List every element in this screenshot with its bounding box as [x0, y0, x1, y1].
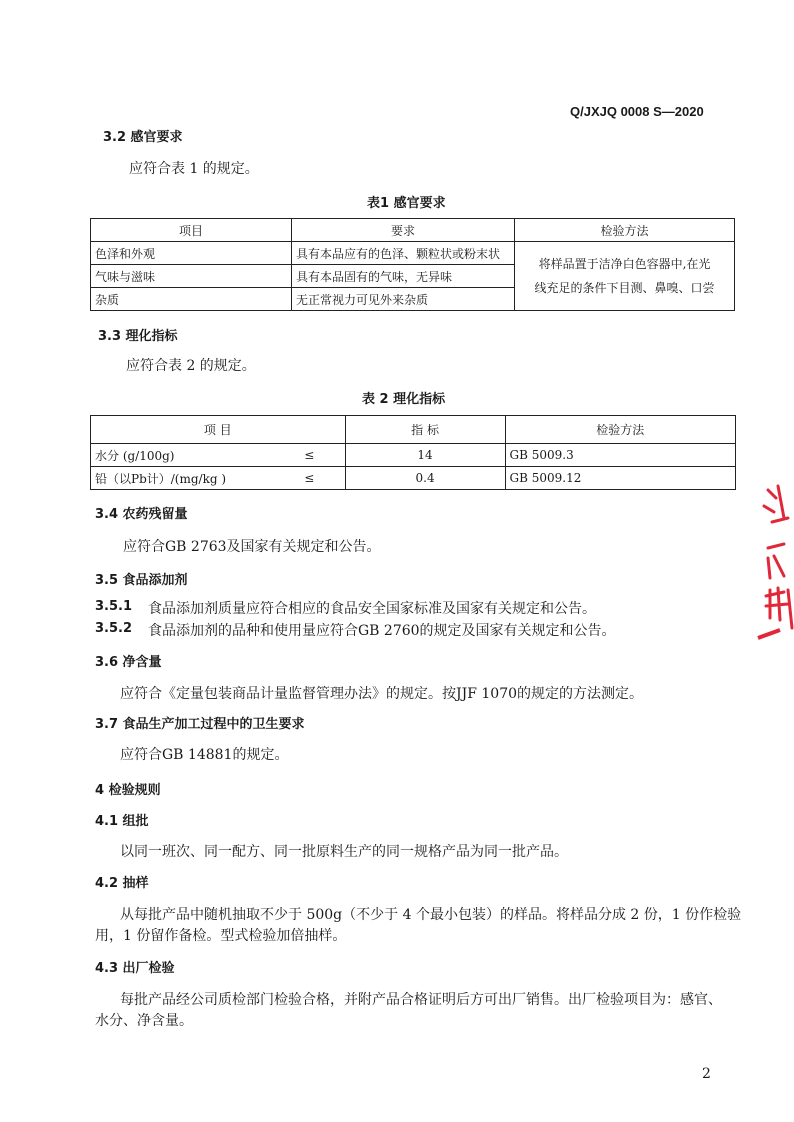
table1-cell-item: 杂质	[91, 288, 292, 311]
section-4-3-heading: 4.3 出厂检验	[95, 961, 175, 976]
section-4-3-text-line2: 水分、净含量。	[95, 1013, 193, 1029]
table-row	[91, 444, 736, 467]
table2-header-row	[91, 416, 736, 444]
table2-cell-method: GB 5009.12	[505, 467, 735, 490]
section-4-2-text-line1: 从每批产品中随机抽取不少于 500g（不少于 4 个最小包装）的样品。将样品分成 2 份，1 份作检验	[120, 907, 742, 923]
section-3-2-text: 应符合表 1 的规定。	[129, 161, 259, 177]
section-3-7-text: 应符合GB 14881的规定。	[120, 747, 289, 763]
table-row	[91, 467, 736, 490]
section-3-4-text: 应符合GB 2763及国家有关规定和公告。	[123, 539, 381, 555]
section-3-2-heading: 3.2 感官要求	[103, 130, 183, 145]
seal-stamp-fragment	[754, 478, 794, 648]
section-3-5-2-number: 3.5.2	[95, 621, 133, 636]
table1-header-item: 项目	[91, 219, 292, 242]
page-number: 2	[702, 1066, 711, 1082]
table2-caption: 表 2 理化指标	[362, 392, 446, 407]
section-3-5-1-text: 食品添加剂质量应符合相应的食品安全国家标准及国家有关规定和公告。	[148, 601, 596, 617]
table1-cell-item: 色泽和外观	[91, 242, 292, 265]
section-3-3-text: 应符合表 2 的规定。	[126, 358, 256, 374]
table2-cell-item: 水分 (g/100g)	[91, 444, 301, 467]
section-3-5-1-number: 3.5.1	[95, 599, 133, 614]
table2	[90, 415, 736, 490]
table1-header-row	[91, 219, 735, 242]
table2-cell-op: ≤	[300, 444, 345, 467]
table2-cell-item: 铅（以Pb计）/(mg/kg )	[91, 467, 301, 490]
section-4-1-text: 以同一班次、同一配方、同一批原料生产的同一规格产品为同一批产品。	[120, 844, 568, 860]
table2-cell-value: 14	[345, 444, 505, 467]
section-4-3-text-line1: 每批产品经公司质检部门检验合格，并附产品合格证明后方可出厂销售。出厂检验项目为：感官、	[120, 992, 722, 1008]
table-row	[91, 242, 735, 265]
document-code: Q/JXJQ 0008 S—2020	[570, 104, 704, 119]
section-4-heading: 4 检验规则	[95, 783, 161, 798]
table2-header-method: 检验方法	[505, 416, 735, 444]
table1-cell-requirement: 具有本品固有的气味，无异味	[292, 265, 515, 288]
table1	[90, 218, 735, 311]
table1-method-line1: 将样品置于洁净白色容器中,在光	[538, 257, 711, 271]
section-4-1-heading: 4.1 组批	[95, 814, 149, 829]
table1-cell-requirement: 具有本品应有的色泽、颗粒状或粉末状	[292, 242, 515, 265]
table2-cell-method: GB 5009.3	[505, 444, 735, 467]
table2-cell-value: 0.4	[345, 467, 505, 490]
table1-method-line2: 线充足的条件下目测、鼻嗅、口尝	[534, 281, 715, 295]
table1-method-cell	[515, 242, 735, 311]
section-3-7-heading: 3.7 食品生产加工过程中的卫生要求	[95, 717, 305, 732]
table2-header-item: 项 目	[91, 416, 346, 444]
table1-header-requirement: 要求	[292, 219, 515, 242]
table1-cell-requirement: 无正常视力可见外来杂质	[292, 288, 515, 311]
section-3-4-heading: 3.4 农药残留量	[95, 507, 188, 522]
section-3-6-text: 应符合《定量包装商品计量监督管理办法》的规定。按JJF 1070的规定的方法测定。	[120, 686, 644, 702]
table1-caption: 表1 感官要求	[367, 196, 446, 211]
table1-header-method: 检验方法	[515, 219, 735, 242]
section-3-5-heading: 3.5 食品添加剂	[95, 573, 188, 588]
section-3-5-2-text: 食品添加剂的品种和使用量应符合GB 2760的规定及国家有关规定和公告。	[148, 623, 616, 639]
section-3-6-heading: 3.6 净含量	[95, 655, 162, 670]
section-4-2-text-line2: 用，1 份留作备检。型式检验加倍抽样。	[95, 928, 347, 944]
section-4-2-heading: 4.2 抽样	[95, 876, 149, 891]
section-3-3-heading: 3.3 理化指标	[98, 329, 178, 344]
table1-cell-item: 气味与滋味	[91, 265, 292, 288]
table2-header-value: 指 标	[345, 416, 505, 444]
table2-cell-op: ≤	[300, 467, 345, 490]
